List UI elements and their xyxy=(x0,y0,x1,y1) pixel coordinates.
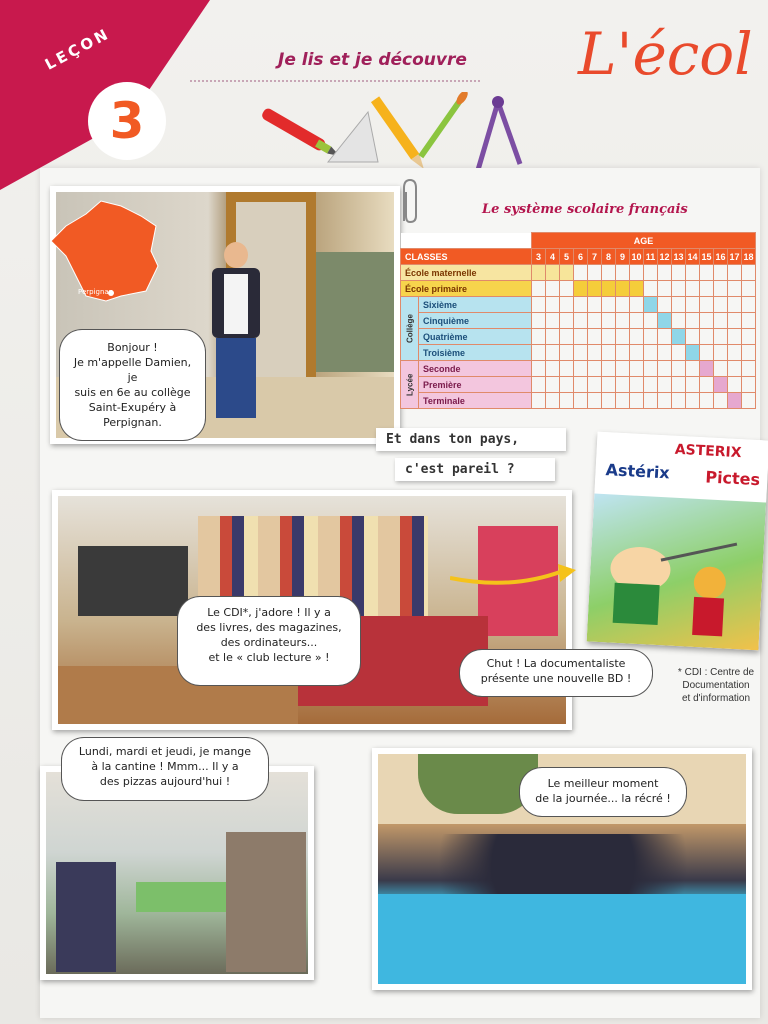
section-subtitle: Je lis et je découvre xyxy=(278,50,467,70)
age-cell: 18 xyxy=(742,249,756,265)
bubble-line: suis en 6e au collège xyxy=(74,386,191,399)
bubble-line: de la journée... la récré ! xyxy=(535,792,671,805)
bubble-line: des livres, des magazines, xyxy=(196,621,342,634)
arrow-icon xyxy=(450,560,580,590)
bubble-line: des ordinateurs... xyxy=(220,636,318,649)
class-label: Sixième xyxy=(419,297,532,313)
footnote-line: Documentation xyxy=(682,680,750,691)
age-cell: 3 xyxy=(532,249,546,265)
speech-bubble-damien xyxy=(60,330,205,440)
footnote-line: et d'information xyxy=(681,693,751,704)
school-system-table xyxy=(400,232,756,409)
bubble-line: à la cantine ! Mmm... Il y a xyxy=(91,760,239,773)
dotted-divider xyxy=(190,80,480,82)
comic-title-1: Astérix xyxy=(605,460,671,483)
lesson-number: 3 xyxy=(88,82,166,160)
footnote-line: * CDI : Centre de xyxy=(677,667,755,678)
row-maternelle xyxy=(401,265,756,281)
age-cell: 16 xyxy=(714,249,728,265)
age-cell: 10 xyxy=(630,249,644,265)
class-label: Terminale xyxy=(419,393,532,409)
cdi-footnote xyxy=(676,666,756,705)
group-label-lycee: Lycée xyxy=(401,361,419,409)
bubble-line: Le CDI*, j'adore ! Il y a xyxy=(207,606,331,619)
speech-bubble-cantine xyxy=(62,738,268,800)
row-terminale xyxy=(401,393,756,409)
age-cell: 11 xyxy=(644,249,658,265)
question-note-line2: c'est pareil ? xyxy=(395,458,555,481)
class-label: Quatrième xyxy=(419,329,532,345)
age-cell: 12 xyxy=(658,249,672,265)
row-troisieme xyxy=(401,345,756,361)
bubble-line: Je m'appelle Damien, je xyxy=(73,356,192,384)
age-cell: 13 xyxy=(672,249,686,265)
class-label: Seconde xyxy=(419,361,532,377)
bubble-line: Lundi, mardi et jeudi, je mange xyxy=(78,745,252,758)
group-label-college: Collège xyxy=(401,297,419,361)
comic-illustration xyxy=(597,507,754,645)
speech-bubble-recre xyxy=(520,768,686,816)
class-label: Cinquième xyxy=(419,313,532,329)
age-header: AGE xyxy=(532,233,756,249)
table-title: Le système scolaire français xyxy=(482,202,688,217)
map-city-label: Perpignan xyxy=(78,288,114,296)
age-cell: 15 xyxy=(700,249,714,265)
paperclip-icon xyxy=(396,176,424,226)
lesson-word: LEÇON xyxy=(41,24,114,74)
bubble-line: Le meilleur moment xyxy=(547,777,659,790)
age-cell: 5 xyxy=(560,249,574,265)
school-supplies-icon xyxy=(258,92,528,174)
bubble-line: présente une nouvelle BD ! xyxy=(480,672,632,685)
speech-bubble-chut xyxy=(460,650,652,696)
class-label: Troisième xyxy=(419,345,532,361)
row-cinquieme xyxy=(401,313,756,329)
age-cell: 8 xyxy=(602,249,616,265)
speech-bubble-cdi xyxy=(178,597,360,685)
row-seconde xyxy=(401,361,756,377)
age-cell: 9 xyxy=(616,249,630,265)
bubble-line: des pizzas aujourd'hui ! xyxy=(99,775,231,788)
bubble-line: Saint-Exupéry à xyxy=(88,401,177,414)
table-header-row-age xyxy=(401,233,756,249)
boy-figure xyxy=(208,242,264,422)
age-cell: 7 xyxy=(588,249,602,265)
comic-title-2: Pictes xyxy=(704,467,761,490)
france-map-icon xyxy=(46,196,176,306)
classes-header: CLASSES xyxy=(401,249,532,265)
age-cell: 6 xyxy=(574,249,588,265)
bubble-line: Perpignan. xyxy=(103,416,162,429)
question-note-line1: Et dans ton pays, xyxy=(376,428,566,451)
age-cell: 4 xyxy=(546,249,560,265)
table-corner xyxy=(401,233,532,249)
bubble-line: et le « club lecture » ! xyxy=(208,651,330,664)
row-quatrieme xyxy=(401,329,756,345)
lesson-header xyxy=(0,0,768,175)
row-primaire xyxy=(401,281,756,297)
bubble-line: Chut ! La documentaliste xyxy=(486,657,626,670)
page-title: L'écol xyxy=(578,20,753,88)
row-premiere xyxy=(401,377,756,393)
comic-cover-asterix xyxy=(587,432,768,651)
comic-top-label: ASTERIX xyxy=(674,441,742,462)
age-cell: 14 xyxy=(686,249,700,265)
age-cell: 17 xyxy=(728,249,742,265)
class-label: École maternelle xyxy=(401,265,532,281)
class-label: Première xyxy=(419,377,532,393)
class-label: École primaire xyxy=(401,281,532,297)
bubble-line: Bonjour ! xyxy=(107,341,158,354)
row-sixieme xyxy=(401,297,756,313)
table-header-row xyxy=(401,249,756,265)
